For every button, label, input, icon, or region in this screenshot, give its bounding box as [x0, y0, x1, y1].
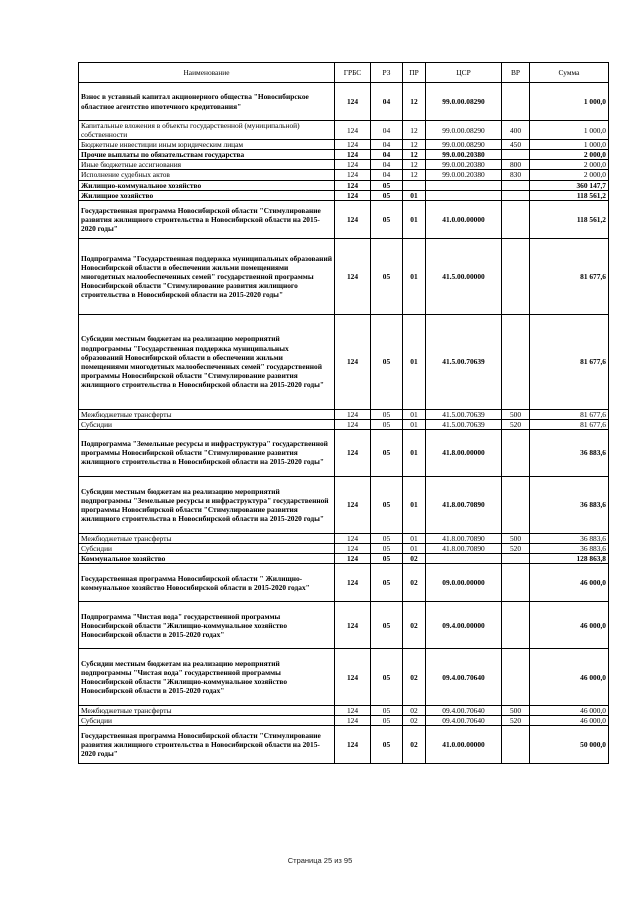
- cell-name: Жилищно-коммунальное хозяйство: [79, 180, 335, 190]
- cell-vr: [502, 190, 530, 200]
- cell-rz: 05: [371, 716, 403, 726]
- cell-vr: 520: [502, 716, 530, 726]
- cell-name: Государственная программа Новосибирской области "Стимулирование развития жилищного строительства в Новосибирской области на 2015-2020 годы": [79, 726, 335, 764]
- cell-vr: 800: [502, 160, 530, 170]
- cell-pr: 01: [403, 419, 426, 429]
- cell-pr: 02: [403, 602, 426, 649]
- cell-grbs: 124: [335, 150, 371, 160]
- cell-grbs: 124: [335, 170, 371, 180]
- cell-pr: 01: [403, 238, 426, 314]
- cell-sum: 128 863,8: [530, 554, 609, 564]
- table-row: [79, 238, 609, 314]
- cell-sum: 81 677,6: [530, 419, 609, 429]
- cell-grbs: 124: [335, 238, 371, 314]
- cell-pr: 01: [403, 429, 426, 476]
- cell-name: Подпрограмма "Государственная поддержка муниципальных образований Новосибирской области в обеспечении жильми помещениями многодетных малообеспеченных семей" государственной программы Новосибирской области "Стимулирование развития жилищного строительства в Новосибирской области на 2015-2020 годы": [79, 238, 335, 314]
- cell-name: Государственная программа Новосибирской области " Жилищно-коммунальное хозяйство Новосибирской области в 2015-2020 годах": [79, 564, 335, 602]
- cell-sum: 46 000,0: [530, 649, 609, 706]
- cell-rz: 05: [371, 409, 403, 419]
- cell-pr: 01: [403, 544, 426, 554]
- table-row: [79, 726, 609, 764]
- cell-rz: 05: [371, 238, 403, 314]
- cell-name: Межбюджетные трансферты: [79, 409, 335, 419]
- cell-name: Исполнение судебных актов: [79, 170, 335, 180]
- cell-sum: 1 000,0: [530, 121, 609, 140]
- table-row: [79, 83, 609, 121]
- cell-pr: 01: [403, 200, 426, 238]
- cell-vr: [502, 83, 530, 121]
- cell-name: Межбюджетные трансферты: [79, 533, 335, 543]
- cell-rz: 05: [371, 200, 403, 238]
- table-row: [79, 150, 609, 160]
- budget-table-container: [78, 62, 608, 764]
- cell-grbs: 124: [335, 602, 371, 649]
- cell-sum: 118 561,2: [530, 200, 609, 238]
- table-row: [79, 121, 609, 140]
- cell-rz: 05: [371, 706, 403, 716]
- cell-sum: 50 000,0: [530, 726, 609, 764]
- cell-pr: 02: [403, 716, 426, 726]
- cell-csr: 99.0.00.20380: [426, 160, 502, 170]
- cell-csr: 99.0.00.08290: [426, 83, 502, 121]
- cell-grbs: 124: [335, 429, 371, 476]
- cell-rz: 05: [371, 190, 403, 200]
- cell-grbs: 124: [335, 180, 371, 190]
- cell-pr: 02: [403, 554, 426, 564]
- cell-sum: 46 000,0: [530, 716, 609, 726]
- cell-csr: [426, 180, 502, 190]
- cell-csr: [426, 554, 502, 564]
- cell-name: Прочие выплаты по обязательствам государства: [79, 150, 335, 160]
- cell-grbs: 124: [335, 419, 371, 429]
- table-row: [79, 190, 609, 200]
- cell-vr: [502, 314, 530, 409]
- cell-grbs: 124: [335, 190, 371, 200]
- cell-rz: 05: [371, 419, 403, 429]
- cell-pr: 02: [403, 706, 426, 716]
- table-row: [79, 314, 609, 409]
- cell-pr: 01: [403, 409, 426, 419]
- cell-pr: 02: [403, 726, 426, 764]
- table-row: [79, 200, 609, 238]
- cell-pr: 01: [403, 476, 426, 533]
- table-row: [79, 706, 609, 716]
- table-row: [79, 602, 609, 649]
- cell-sum: 2 000,0: [530, 170, 609, 180]
- cell-csr: 99.0.00.20380: [426, 170, 502, 180]
- cell-csr: 41.8.00.70890: [426, 533, 502, 543]
- cell-vr: 500: [502, 533, 530, 543]
- cell-sum: 36 883,6: [530, 544, 609, 554]
- cell-sum: 118 561,2: [530, 190, 609, 200]
- header-csr: ЦСР: [426, 63, 502, 83]
- cell-grbs: 124: [335, 716, 371, 726]
- cell-sum: 81 677,6: [530, 314, 609, 409]
- cell-csr: 41.8.00.70890: [426, 544, 502, 554]
- cell-grbs: 124: [335, 140, 371, 150]
- cell-vr: [502, 602, 530, 649]
- cell-csr: 41.8.00.70890: [426, 476, 502, 533]
- cell-rz: 05: [371, 533, 403, 543]
- cell-pr: 02: [403, 649, 426, 706]
- cell-grbs: 124: [335, 564, 371, 602]
- cell-name: Жилищное хозяйство: [79, 190, 335, 200]
- cell-name: Субсидии: [79, 419, 335, 429]
- cell-grbs: 124: [335, 649, 371, 706]
- cell-rz: 04: [371, 121, 403, 140]
- cell-pr: 02: [403, 564, 426, 602]
- cell-vr: 830: [502, 170, 530, 180]
- cell-pr: 12: [403, 160, 426, 170]
- cell-name: Государственная программа Новосибирской области "Стимулирование развития жилищного строительства в Новосибирской области на 2015-2020 годы": [79, 200, 335, 238]
- cell-csr: [426, 190, 502, 200]
- cell-rz: 05: [371, 602, 403, 649]
- cell-rz: 04: [371, 160, 403, 170]
- cell-vr: 400: [502, 121, 530, 140]
- table-row: [79, 554, 609, 564]
- cell-name: Субсидии местным бюджетам на реализацию мероприятий подпрограммы "Чистая вода" государственной программы Новосибирской области "Жилищно-коммунальное хозяйство Новосибирской области в 2015-2020 годах": [79, 649, 335, 706]
- cell-name: Бюджетные инвестиции иным юридическим лицам: [79, 140, 335, 150]
- table-row: [79, 409, 609, 419]
- cell-name: Иные бюджетные ассигнования: [79, 160, 335, 170]
- table-row: [79, 180, 609, 190]
- cell-rz: 05: [371, 476, 403, 533]
- cell-name: Взнос в уставный капитал акционерного общества "Новосибирское областное агентство ипотечного кредитования": [79, 83, 335, 121]
- cell-vr: [502, 564, 530, 602]
- cell-grbs: 124: [335, 409, 371, 419]
- cell-name: Подпрограмма "Чистая вода" государственной программы Новосибирской области "Жилищно-коммунальное хозяйство Новосибирской области в 2015-2020 годах": [79, 602, 335, 649]
- cell-sum: 36 883,6: [530, 533, 609, 543]
- cell-csr: 09.4.00.70640: [426, 649, 502, 706]
- cell-rz: 05: [371, 554, 403, 564]
- cell-name: Подпрограмма "Земельные ресурсы и инфраструктура" государственной программы Новосибирской области "Стимулирование развития жилищного строительства в Новосибирской области на 2015-2020 годы": [79, 429, 335, 476]
- cell-csr: 41.5.00.70639: [426, 409, 502, 419]
- cell-csr: 41.0.00.00000: [426, 200, 502, 238]
- cell-vr: [502, 726, 530, 764]
- table-header-row: [79, 63, 609, 83]
- cell-name: Субсидии: [79, 544, 335, 554]
- table-row: [79, 170, 609, 180]
- cell-grbs: 124: [335, 121, 371, 140]
- cell-csr: 41.0.00.00000: [426, 726, 502, 764]
- cell-csr: 09.4.00.00000: [426, 602, 502, 649]
- cell-sum: 2 000,0: [530, 150, 609, 160]
- cell-csr: 99.0.00.08290: [426, 140, 502, 150]
- cell-rz: 05: [371, 314, 403, 409]
- cell-name: Межбюджетные трансферты: [79, 706, 335, 716]
- table-row: [79, 140, 609, 150]
- cell-vr: [502, 200, 530, 238]
- cell-csr: 09.4.00.70640: [426, 706, 502, 716]
- cell-sum: 81 677,6: [530, 409, 609, 419]
- cell-rz: 05: [371, 429, 403, 476]
- cell-vr: 520: [502, 419, 530, 429]
- table-row: [79, 716, 609, 726]
- cell-vr: [502, 429, 530, 476]
- cell-grbs: 124: [335, 83, 371, 121]
- cell-csr: 09.4.00.70640: [426, 716, 502, 726]
- table-row: [79, 160, 609, 170]
- cell-pr: 01: [403, 314, 426, 409]
- header-sum: Сумма: [530, 63, 609, 83]
- cell-grbs: 124: [335, 476, 371, 533]
- table-row: [79, 533, 609, 543]
- cell-name: Коммунальное хозяйство: [79, 554, 335, 564]
- cell-sum: 36 883,6: [530, 476, 609, 533]
- cell-name: Субсидии местным бюджетам на реализацию мероприятий подпрограммы "Земельные ресурсы и инфраструктура" государственной программы Новосибирской области "Стимулирование развития жилищного строительства в Новосибирской области на 2015-2020 годы": [79, 476, 335, 533]
- cell-csr: 41.5.00.70639: [426, 419, 502, 429]
- cell-csr: 41.5.00.70639: [426, 314, 502, 409]
- table-row: [79, 564, 609, 602]
- cell-vr: [502, 554, 530, 564]
- cell-rz: 04: [371, 83, 403, 121]
- cell-pr: 12: [403, 121, 426, 140]
- budget-table: [78, 62, 609, 764]
- cell-sum: 46 000,0: [530, 706, 609, 716]
- cell-sum: 46 000,0: [530, 602, 609, 649]
- cell-pr: 12: [403, 170, 426, 180]
- cell-csr: 09.0.00.00000: [426, 564, 502, 602]
- header-vr: ВР: [502, 63, 530, 83]
- cell-name: Капитальные вложения в объекты государственной (муниципальной) собственности: [79, 121, 335, 140]
- cell-sum: 1 000,0: [530, 83, 609, 121]
- cell-sum: 46 000,0: [530, 564, 609, 602]
- table-row: [79, 544, 609, 554]
- header-grbs: ГРБС: [335, 63, 371, 83]
- cell-csr: 99.0.00.08290: [426, 121, 502, 140]
- cell-sum: 1 000,0: [530, 140, 609, 150]
- cell-pr: 01: [403, 533, 426, 543]
- cell-vr: 450: [502, 140, 530, 150]
- table-row: [79, 429, 609, 476]
- cell-grbs: 124: [335, 200, 371, 238]
- cell-grbs: 124: [335, 160, 371, 170]
- cell-sum: 36 883,6: [530, 429, 609, 476]
- cell-vr: [502, 476, 530, 533]
- header-name: Наименование: [79, 63, 335, 83]
- cell-grbs: 124: [335, 726, 371, 764]
- cell-grbs: 124: [335, 314, 371, 409]
- cell-csr: 41.5.00.00000: [426, 238, 502, 314]
- table-row: [79, 476, 609, 533]
- cell-vr: [502, 150, 530, 160]
- cell-pr: 12: [403, 150, 426, 160]
- header-rz: РЗ: [371, 63, 403, 83]
- cell-rz: 05: [371, 726, 403, 764]
- cell-csr: 99.0.00.20380: [426, 150, 502, 160]
- cell-grbs: 124: [335, 544, 371, 554]
- cell-vr: 500: [502, 409, 530, 419]
- header-pr: ПР: [403, 63, 426, 83]
- cell-rz: 04: [371, 150, 403, 160]
- cell-rz: 04: [371, 170, 403, 180]
- cell-rz: 05: [371, 564, 403, 602]
- cell-vr: [502, 238, 530, 314]
- cell-sum: 2 000,0: [530, 160, 609, 170]
- cell-vr: 500: [502, 706, 530, 716]
- cell-rz: 05: [371, 180, 403, 190]
- cell-sum: 360 147,7: [530, 180, 609, 190]
- cell-rz: 04: [371, 140, 403, 150]
- table-body: [79, 83, 609, 764]
- cell-grbs: 124: [335, 533, 371, 543]
- cell-name: Субсидии: [79, 716, 335, 726]
- cell-pr: 12: [403, 140, 426, 150]
- cell-name: Субсидии местным бюджетам на реализацию мероприятий подпрограммы "Государственная поддержка муниципальных образований Новосибирской области в обеспечении жильми помещениями многодетных малообеспеченных семей" государственной программы Новосибирской области "Стимулирование развития жилищного строительства в Новосибирской области на 2015-2020 годы": [79, 314, 335, 409]
- cell-pr: [403, 180, 426, 190]
- cell-rz: 05: [371, 544, 403, 554]
- cell-rz: 05: [371, 649, 403, 706]
- table-row: [79, 419, 609, 429]
- cell-csr: 41.8.00.00000: [426, 429, 502, 476]
- cell-pr: 01: [403, 190, 426, 200]
- cell-vr: [502, 649, 530, 706]
- cell-sum: 81 677,6: [530, 238, 609, 314]
- table-row: [79, 649, 609, 706]
- cell-grbs: 124: [335, 706, 371, 716]
- cell-vr: 520: [502, 544, 530, 554]
- cell-pr: 12: [403, 83, 426, 121]
- page-number: Страница 25 из 95: [287, 856, 353, 865]
- cell-grbs: 124: [335, 554, 371, 564]
- cell-vr: [502, 180, 530, 190]
